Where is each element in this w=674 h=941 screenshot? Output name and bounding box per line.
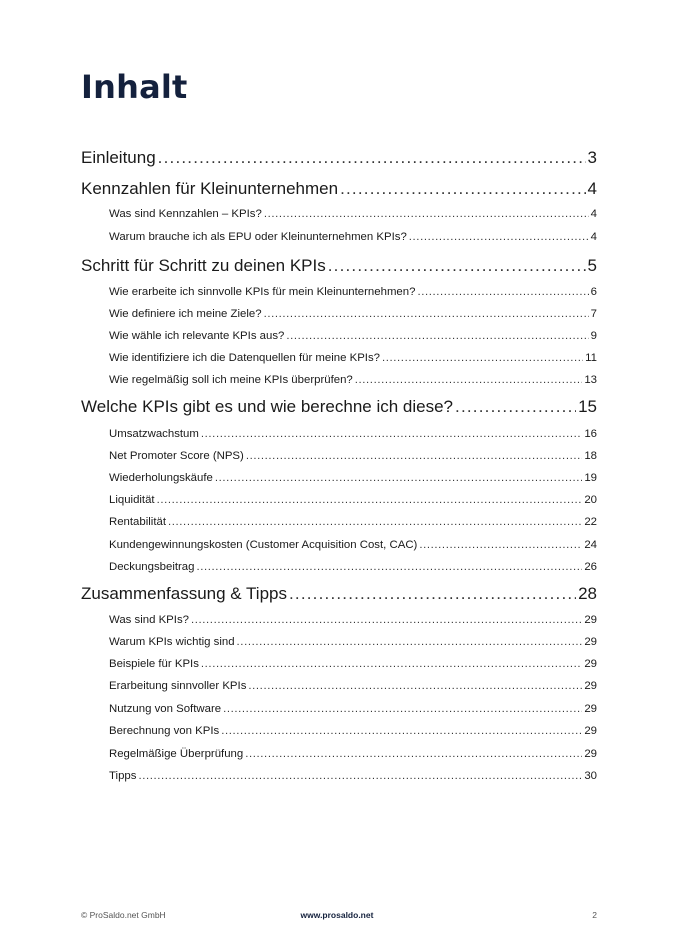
- toc-dot-leader: [248, 680, 582, 692]
- toc-dot-leader: [158, 148, 586, 168]
- toc-chapter-entry[interactable]: [81, 584, 597, 604]
- toc-dot-leader: [417, 286, 588, 298]
- toc-entry-page-number: 9: [590, 330, 597, 342]
- toc-dot-leader: [245, 748, 582, 760]
- toc-dot-leader: [168, 516, 582, 528]
- toc-section-entry[interactable]: [109, 450, 597, 462]
- toc-chapter-entry[interactable]: [81, 179, 597, 199]
- toc-entry-page-number: 29: [584, 725, 597, 737]
- toc-chapter-entry[interactable]: [81, 148, 597, 168]
- toc-section-entry[interactable]: [109, 516, 597, 528]
- toc-entry-page-number: 19: [584, 472, 597, 484]
- toc-chapter-entry[interactable]: [81, 256, 597, 276]
- toc-entry-page-number: 4: [590, 231, 597, 243]
- toc-section-entry[interactable]: [109, 680, 597, 692]
- toc-entry-label: Was sind Kennzahlen – KPIs?: [109, 208, 262, 220]
- toc-entry-page-number: 20: [584, 494, 597, 506]
- toc-dot-leader: [286, 330, 588, 342]
- toc-dot-leader: [264, 308, 589, 320]
- toc-entry-label: Zusammenfassung & Tipps: [81, 584, 287, 603]
- toc-entry-label: Nutzung von Software: [109, 703, 222, 715]
- toc-dot-leader: [138, 770, 582, 782]
- toc-section-entry[interactable]: [109, 374, 597, 386]
- toc-dot-leader: [355, 374, 583, 386]
- toc-entry-page-number: 30: [584, 770, 597, 782]
- toc-entry-page-number: 18: [584, 450, 597, 462]
- toc-entry-label: Erarbeitung sinnvoller KPIs: [109, 680, 247, 692]
- toc-section-entry[interactable]: [109, 231, 597, 243]
- toc-entry-page-number: 16: [584, 428, 597, 440]
- toc-section-entry[interactable]: [109, 208, 597, 220]
- toc-dot-leader: [201, 428, 582, 440]
- toc-section-entry[interactable]: [109, 561, 597, 573]
- toc-section-entry[interactable]: [109, 352, 597, 364]
- toc-entry-label: Wie wähle ich relevante KPIs aus?: [109, 330, 285, 342]
- toc-entry-page-number: 4: [587, 179, 597, 198]
- toc-dot-leader: [157, 494, 583, 506]
- toc-dot-leader: [196, 561, 582, 573]
- toc-dot-leader: [328, 256, 586, 276]
- toc-entry-page-number: 29: [584, 680, 597, 692]
- toc-entry-page-number: 7: [590, 308, 597, 320]
- footer-copyright: © ProSaldo.net GmbH: [81, 910, 166, 920]
- toc-dot-leader: [382, 352, 583, 364]
- toc-entry-label: Tipps: [109, 770, 137, 782]
- toc-section-entry[interactable]: [109, 748, 597, 760]
- toc-entry-page-number: 11: [585, 352, 597, 364]
- toc-entry-page-number: 29: [584, 658, 597, 670]
- toc-entry-page-number: 26: [584, 561, 597, 573]
- toc-dot-leader: [246, 450, 583, 462]
- toc-entry-label: Schritt für Schritt zu deinen KPIs: [81, 256, 326, 275]
- page-title: Inhalt: [81, 68, 188, 106]
- toc-section-entry[interactable]: [109, 658, 597, 670]
- toc-entry-label: Deckungsbeitrag: [109, 561, 195, 573]
- toc-entry-page-number: 29: [584, 614, 597, 626]
- toc-dot-leader: [191, 614, 582, 626]
- toc-dot-leader: [264, 208, 589, 220]
- footer-page-number: 2: [592, 910, 597, 920]
- toc-entry-page-number: 3: [587, 148, 597, 167]
- toc-dot-leader: [289, 584, 576, 604]
- toc-entry-page-number: 22: [584, 516, 597, 528]
- toc-entry-label: Wie identifiziere ich die Datenquellen für meine KPIs?: [109, 352, 380, 364]
- toc-entry-label: Wie erarbeite ich sinnvolle KPIs für mein Kleinunternehmen?: [109, 286, 416, 298]
- toc-section-entry[interactable]: [109, 614, 597, 626]
- toc-dot-leader: [340, 179, 585, 199]
- toc-dot-leader: [419, 539, 582, 551]
- toc-entry-label: Wie regelmäßig soll ich meine KPIs überprüfen?: [109, 374, 353, 386]
- toc-section-entry[interactable]: [109, 703, 597, 715]
- toc-dot-leader: [201, 658, 582, 670]
- toc-entry-page-number: 29: [584, 703, 597, 715]
- toc-chapter-entry[interactable]: [81, 397, 597, 417]
- toc-entry-label: Was sind KPIs?: [109, 614, 189, 626]
- toc-entry-page-number: 5: [587, 256, 597, 275]
- toc-dot-leader: [223, 703, 582, 715]
- toc-section-entry[interactable]: [109, 308, 597, 320]
- toc-entry-label: Warum KPIs wichtig sind: [109, 636, 235, 648]
- toc-entry-label: Kundengewinnungskosten (Customer Acquisition Cost, CAC): [109, 539, 418, 551]
- toc-entry-page-number: 29: [584, 636, 597, 648]
- toc-section-entry[interactable]: [109, 428, 597, 440]
- toc-entry-label: Regelmäßige Überprüfung: [109, 748, 244, 760]
- toc-entry-label: Welche KPIs gibt es und wie berechne ich diese?: [81, 397, 454, 416]
- toc-entry-label: Umsatzwachstum: [109, 428, 199, 440]
- toc-entry-page-number: 13: [584, 374, 597, 386]
- toc-entry-label: Beispiele für KPIs: [109, 658, 199, 670]
- toc-section-entry[interactable]: [109, 472, 597, 484]
- toc-section-entry[interactable]: [109, 286, 597, 298]
- toc-section-entry[interactable]: [109, 330, 597, 342]
- toc-entry-label: Einleitung: [81, 148, 156, 167]
- toc-entry-page-number: 29: [584, 748, 597, 760]
- toc-entry-page-number: 6: [590, 286, 597, 298]
- toc-entry-label: Warum brauche ich als EPU oder Kleinunternehmen KPIs?: [109, 231, 407, 243]
- toc-entry-page-number: 24: [584, 539, 597, 551]
- toc-section-entry[interactable]: [109, 636, 597, 648]
- toc-dot-leader: [409, 231, 589, 243]
- toc-entry-label: Net Promoter Score (NPS): [109, 450, 244, 462]
- toc-entry-label: Berechnung von KPIs: [109, 725, 220, 737]
- toc-entry-label: Liquidität: [109, 494, 155, 506]
- toc-entry-label: Rentabilität: [109, 516, 166, 528]
- toc-section-entry[interactable]: [109, 494, 597, 506]
- toc-entry-label: Wiederholungskäufe: [109, 472, 213, 484]
- toc-entry-label: Kennzahlen für Kleinunternehmen: [81, 179, 339, 198]
- toc-dot-leader: [221, 725, 582, 737]
- toc-entry-label: Wie definiere ich meine Ziele?: [109, 308, 262, 320]
- toc-entry-page-number: 15: [578, 397, 597, 416]
- toc-section-entry[interactable]: [109, 770, 597, 782]
- toc-entry-page-number: 28: [578, 584, 597, 603]
- toc-entry-page-number: 4: [590, 208, 597, 220]
- toc-section-entry[interactable]: [109, 539, 597, 551]
- toc-dot-leader: [237, 636, 583, 648]
- toc-dot-leader: [455, 397, 576, 417]
- footer-website-link[interactable]: www.prosaldo.net: [300, 910, 374, 920]
- toc-section-entry[interactable]: [109, 725, 597, 737]
- toc-dot-leader: [215, 472, 582, 484]
